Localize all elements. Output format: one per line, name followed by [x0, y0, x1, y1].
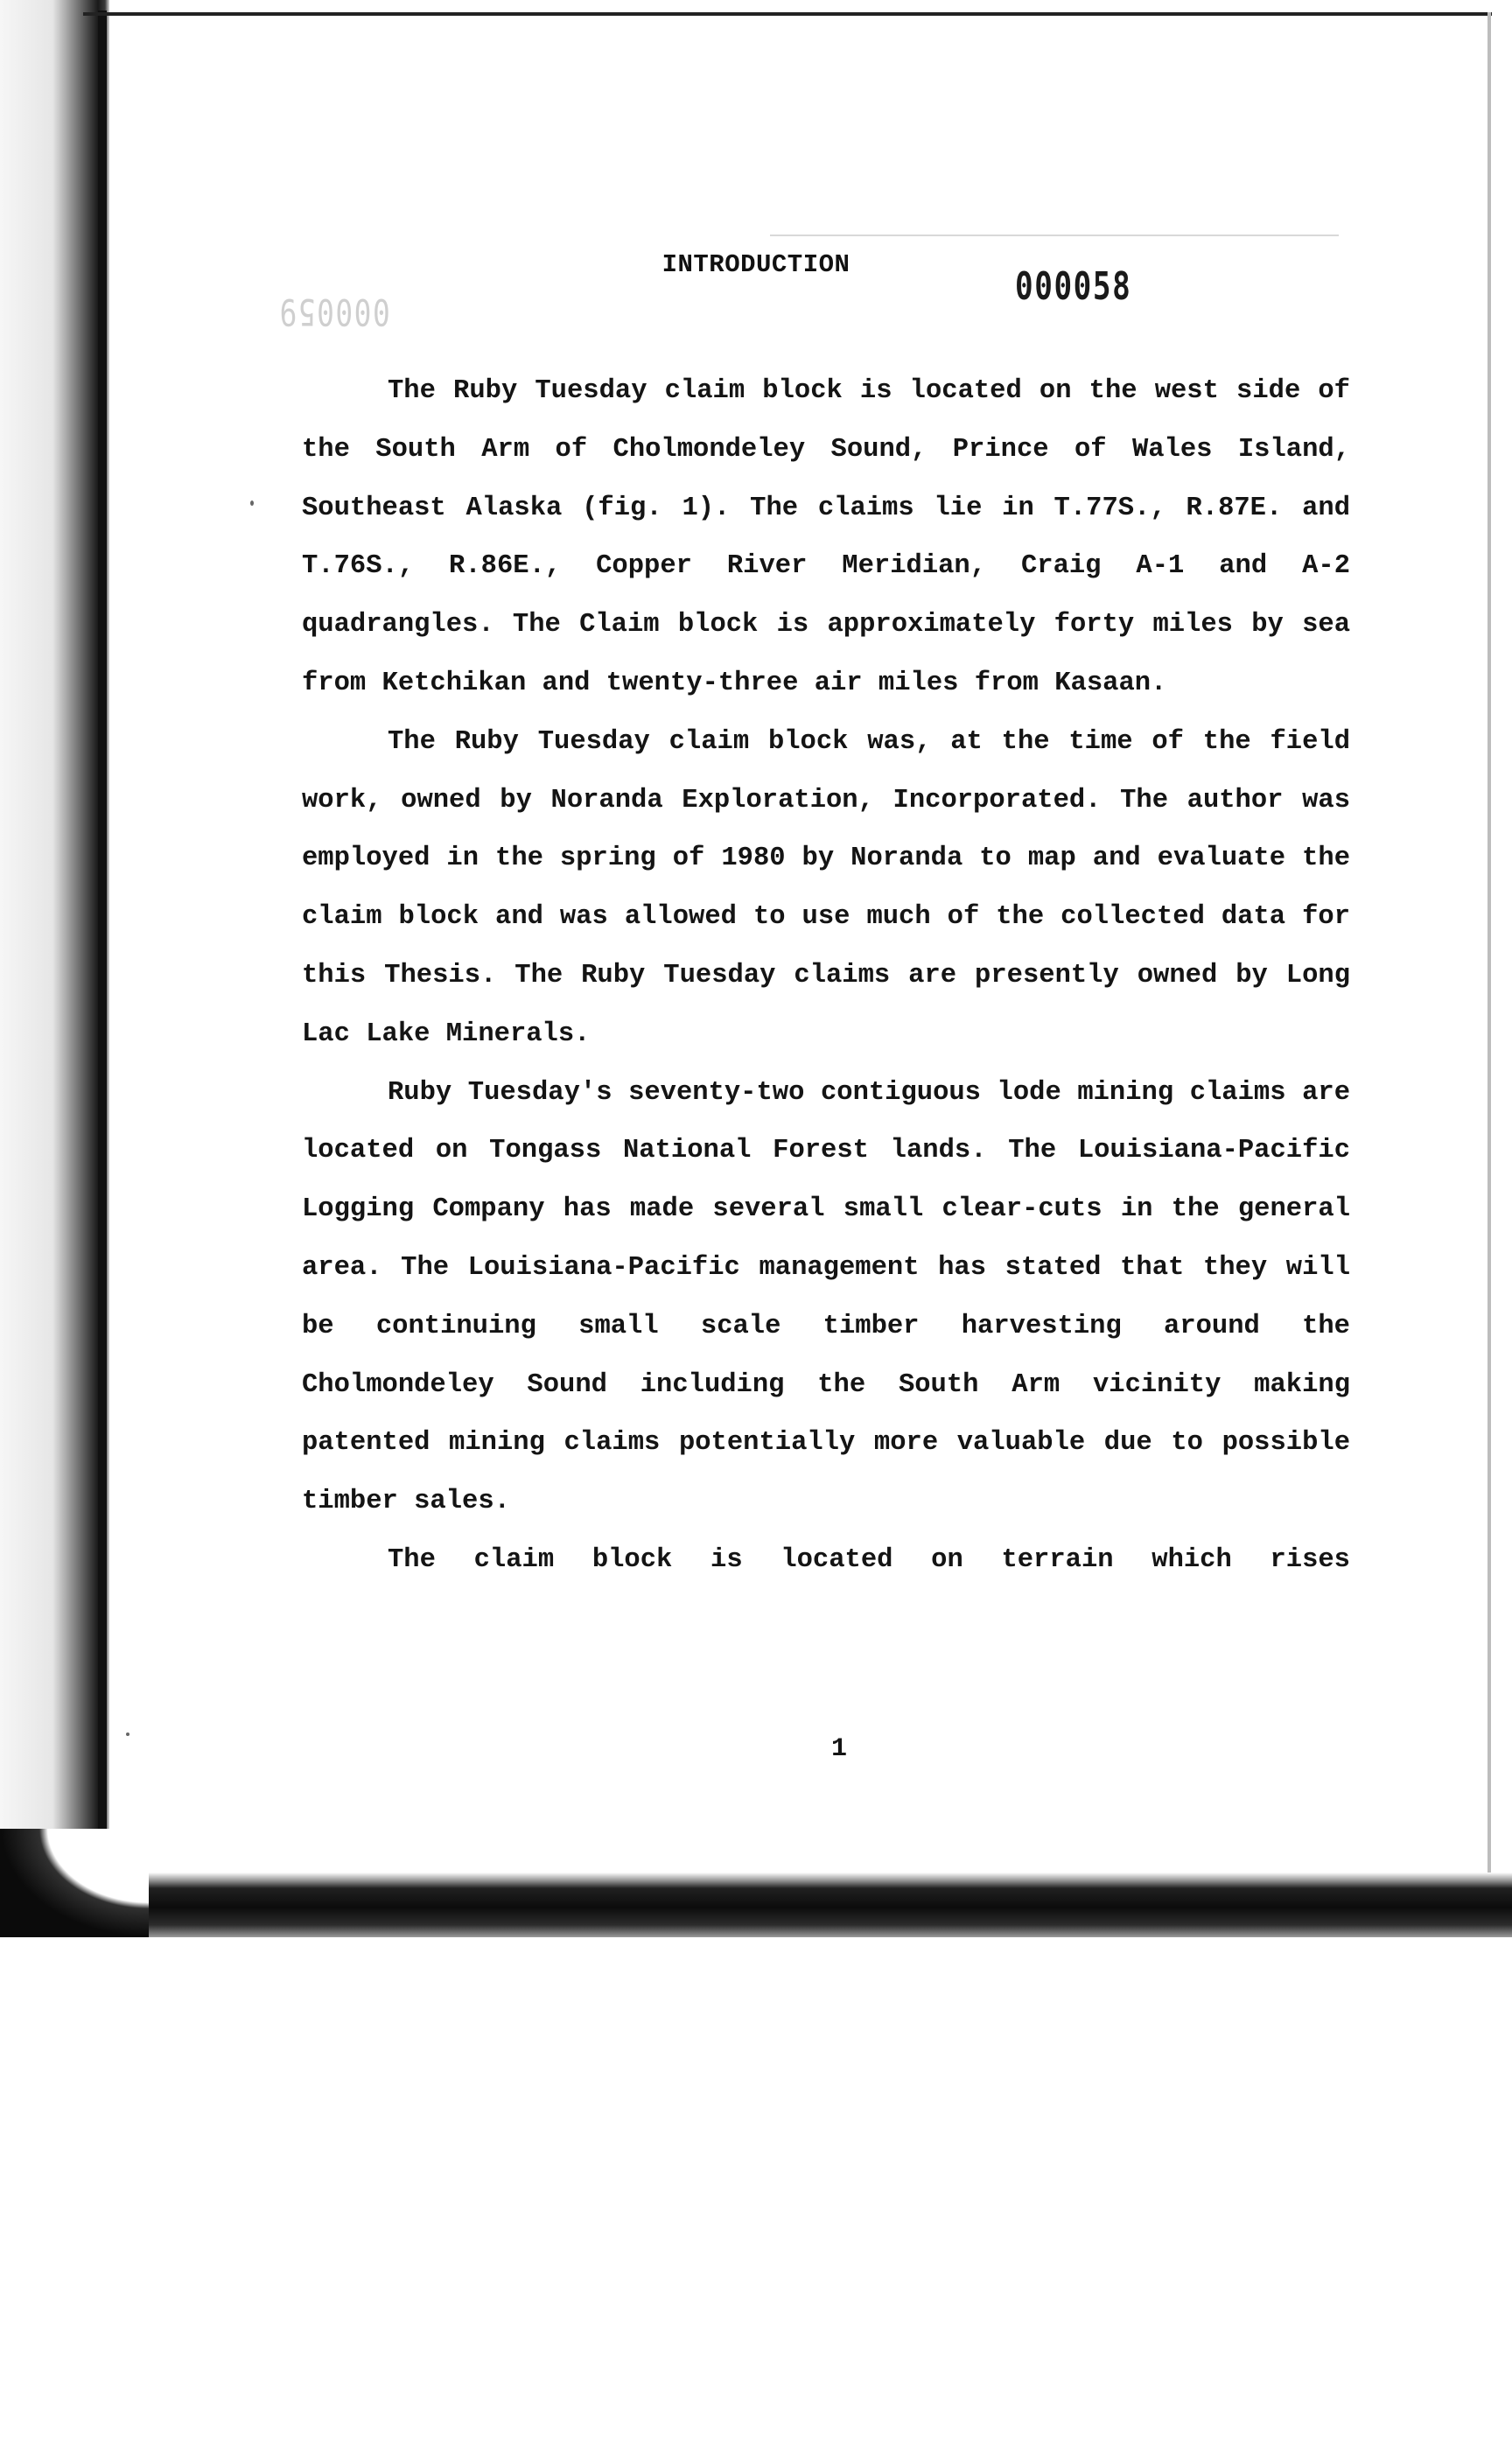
- paragraph-3: Ruby Tuesday's seventy-two contiguous lode mining claims are located on Tongass National Forest lands. The Louisiana-Pacific Logging Company has made several small clear-cuts in the general area. The Louisiana-Pacific management has stated that they will be continuing small scale timber harvesting around the Cholmondeley Sound including the South Arm vicinity making patented mining claims potentially more valuable due to possible timber sales.: [302, 1077, 1350, 1517]
- paragraph-4: The claim block is located on terrain which rises: [388, 1544, 1350, 1575]
- page-number: 1: [830, 1734, 847, 1764]
- binding-edge-line: [98, 10, 107, 1866]
- page-curl-corner: [0, 1829, 149, 1937]
- page-right-edge: [1488, 12, 1491, 1885]
- paragraph-1: The Ruby Tuesday claim block is located on the west side of the South Arm of Cholmondeley Sound, Prince of Wales Island, Southeast Alaska (fig. 1). The claims lie in T.77S., R.87E. and T.76S., R.86E., Copper River Meridian, Craig A-1 and A-2 quadrangles. The Claim block is approximately forty miles by sea from Ketchikan and twenty-three air miles from Kasaan.: [302, 376, 1350, 698]
- binding-shadow-left: [0, 0, 109, 1937]
- paragraph-2: The Ruby Tuesday claim block was, at the time of the field work, owned by Noranda Exploration, Incorporated. The author was employed in the spring of 1980 by Noranda to map and evaluate the claim block and was allowed to use much of the collected data for this Thesis. The Ruby Tuesday claims are presently owned by Long Lac Lake Minerals.: [302, 726, 1350, 1049]
- bleed-through-stamp: 000059: [278, 290, 390, 333]
- faint-scan-line: [770, 234, 1339, 236]
- scan-speck: [250, 500, 254, 506]
- binding-shadow-bottom: [0, 1872, 1512, 1937]
- page-top-edge: [83, 12, 1492, 16]
- body-text: [302, 362, 1350, 1590]
- page-heading: INTRODUCTION: [662, 250, 850, 279]
- scan-speck: [126, 1732, 130, 1736]
- page-stamp-number: 000058: [1015, 264, 1132, 309]
